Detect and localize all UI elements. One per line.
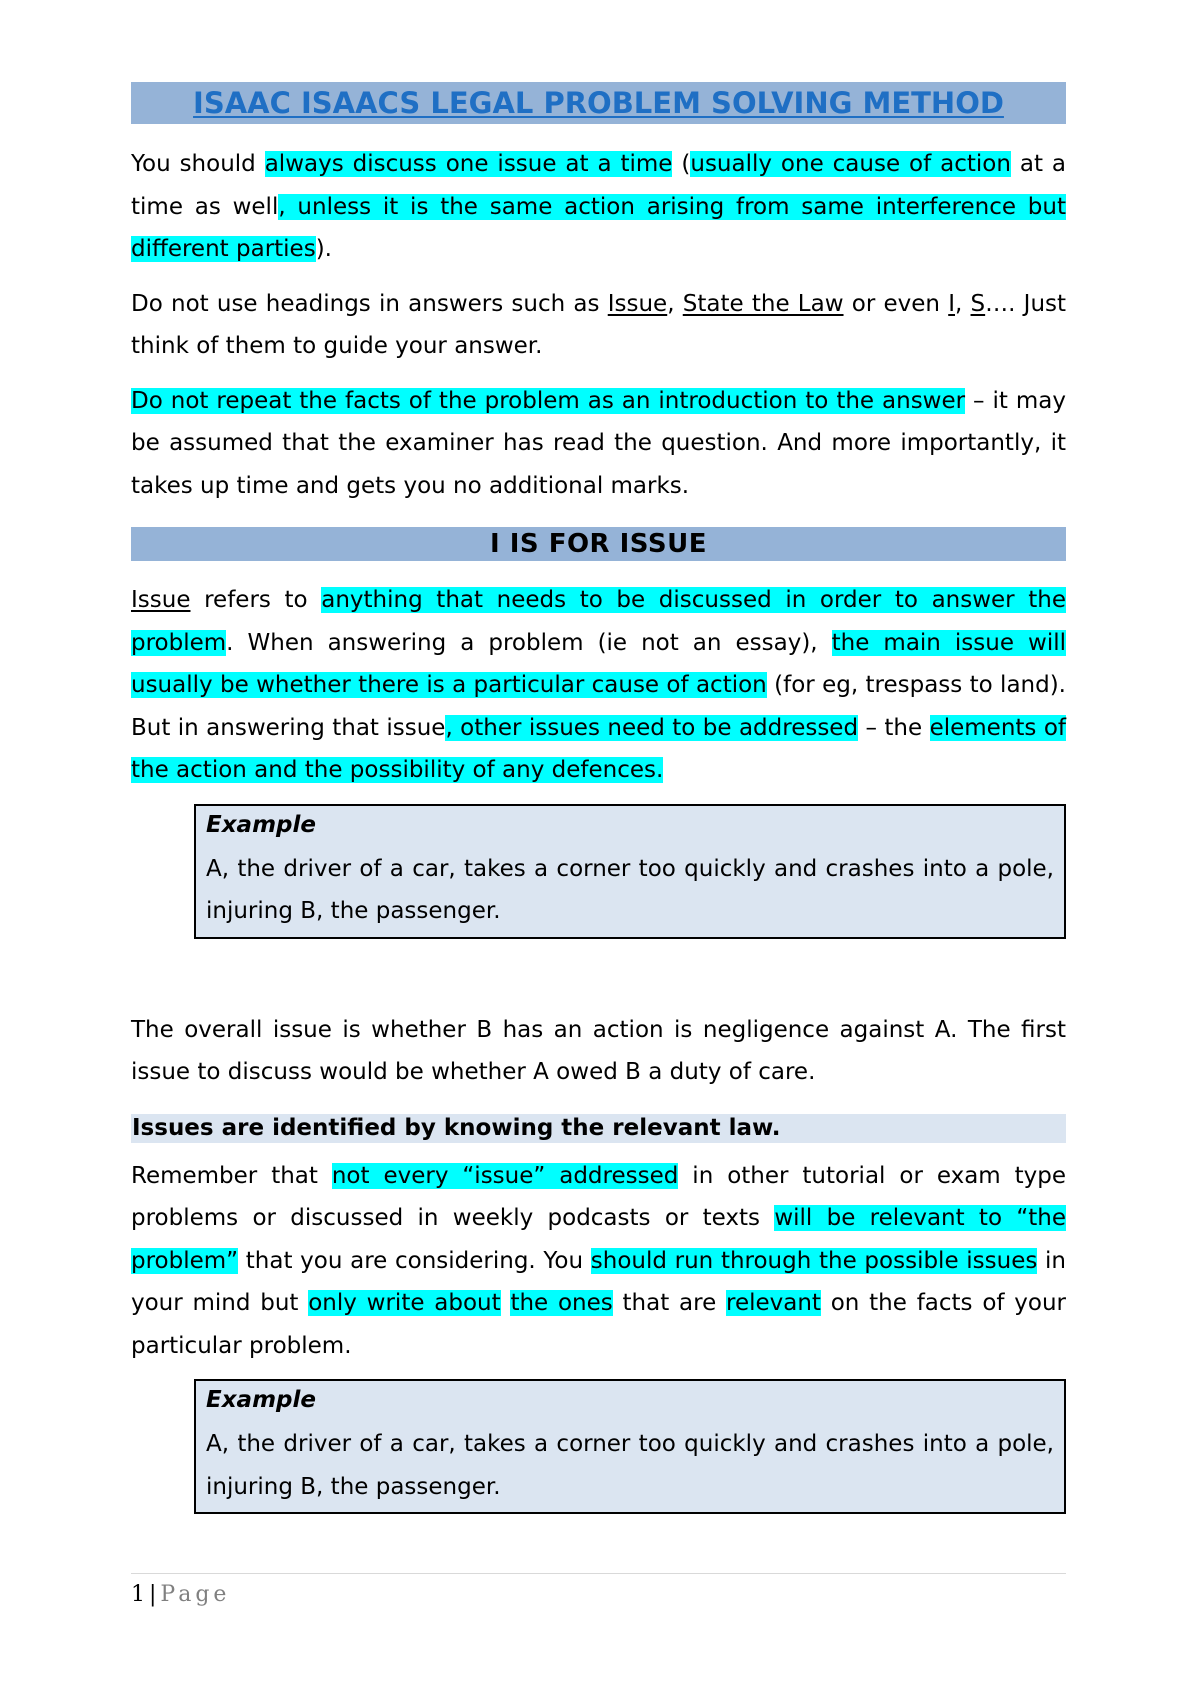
highlighted-text: elements of the action and the possibility of any defences.	[131, 714, 1066, 783]
section-heading-bar	[131, 527, 1066, 561]
document-page	[131, 82, 1066, 1514]
underlined-term: Issue	[607, 290, 668, 317]
text-run: (for eg, trespass to land). But in answering that issue	[131, 672, 1066, 741]
text-run	[501, 1290, 511, 1316]
highlighted-text: should run through the possible issues	[590, 1247, 1038, 1274]
highlighted-text: usually one cause of action	[690, 151, 1011, 177]
example-text: A, the driver of a car, takes a corner too quickly and crashes into a pole, injuring B, the passenger.	[206, 1431, 1054, 1500]
text-run: – it may be assumed that the examiner has read the question. And more importantly, it takes up time and gets you no additional marks.	[131, 387, 1066, 499]
highlighted-text: relevant	[726, 1290, 821, 1316]
underlined-term: State the Law	[682, 290, 844, 317]
footer-separator: |	[149, 1582, 157, 1607]
issue-paragraph-1	[131, 579, 1066, 792]
example-box-2	[194, 1379, 1066, 1514]
title-bar	[131, 82, 1066, 124]
highlighted-text: the main issue will usually be whether there is a particular cause of action	[131, 629, 1066, 698]
page-label: Page	[160, 1582, 231, 1607]
highlighted-text: Do not repeat the facts of the problem as an introduction to the answer	[131, 387, 966, 414]
page-footer	[131, 1573, 1066, 1607]
page-title: ISAAC ISAACS LEGAL PROBLEM SOLVING METHOD	[193, 86, 1004, 120]
text-run: Remember that	[131, 1162, 332, 1189]
text-run: in your mind but	[131, 1247, 1066, 1316]
intro-paragraph-3	[131, 380, 1066, 508]
underlined-term: I	[948, 290, 955, 317]
issue-paragraph-3	[131, 1155, 1066, 1368]
text-run: or even	[843, 290, 949, 317]
highlighted-text: only write about	[308, 1290, 501, 1316]
highlighted-text: the ones	[510, 1290, 613, 1316]
text-run: that are	[612, 1290, 726, 1316]
intro-paragraph-2	[131, 283, 1066, 368]
text-run: …. Just think of them to guide your answer.	[131, 290, 1067, 359]
text-run: . When answering a problem (ie not an essay),	[226, 629, 832, 656]
text-run: ).	[315, 236, 332, 262]
spacer	[131, 939, 1066, 1009]
highlighted-text: anything that needs to be discussed in order to answer the problem	[131, 587, 1067, 656]
text-run: (	[672, 151, 691, 177]
example-box-1	[194, 804, 1066, 939]
text-run: at a time as well	[131, 151, 1066, 220]
text-run: refers to	[190, 587, 322, 613]
highlighted-text: will be relevant to “the problem”	[131, 1205, 1066, 1274]
issue-paragraph-2: The overall issue is whether B has an action is negligence against A. The first issue to discuss would be whether A owed B a duty of care.	[131, 1016, 1066, 1085]
underlined-term: Issue	[131, 587, 191, 613]
example-text: A, the driver of a car, takes a corner too quickly and crashes into a pole, injuring B, the passenger.	[206, 855, 1054, 924]
text-run: You should	[131, 151, 265, 177]
subheading-bar	[131, 1114, 1066, 1143]
highlighted-text: , unless it is the same action arising from same interference but different parties	[131, 193, 1066, 262]
text-run: in other tutorial or exam type problems or discussed in weekly podcasts or texts	[131, 1162, 1067, 1231]
subheading: Issues are identified by knowing the relevant law.	[132, 1114, 781, 1141]
text-run: on the facts of your particular problem.	[131, 1290, 1066, 1359]
highlighted-text: , other issues need to be addressed	[445, 714, 859, 741]
highlighted-text: not every “issue” addressed	[331, 1162, 679, 1189]
underlined-term: S	[970, 290, 986, 317]
text-run: ,	[955, 290, 971, 317]
example-title: Example	[206, 1387, 316, 1413]
text-run: Do not use headings in answers such as	[131, 290, 608, 317]
text-run: – the	[858, 714, 930, 741]
section-heading: I IS FOR ISSUE	[490, 529, 707, 559]
intro-paragraph-1	[131, 143, 1066, 271]
page-number: 1	[131, 1582, 145, 1607]
text-run: that you are considering. You	[238, 1247, 591, 1274]
example-title: Example	[206, 811, 316, 838]
highlighted-text: always discuss one issue at a time	[264, 151, 673, 177]
text-run: ,	[667, 290, 683, 317]
